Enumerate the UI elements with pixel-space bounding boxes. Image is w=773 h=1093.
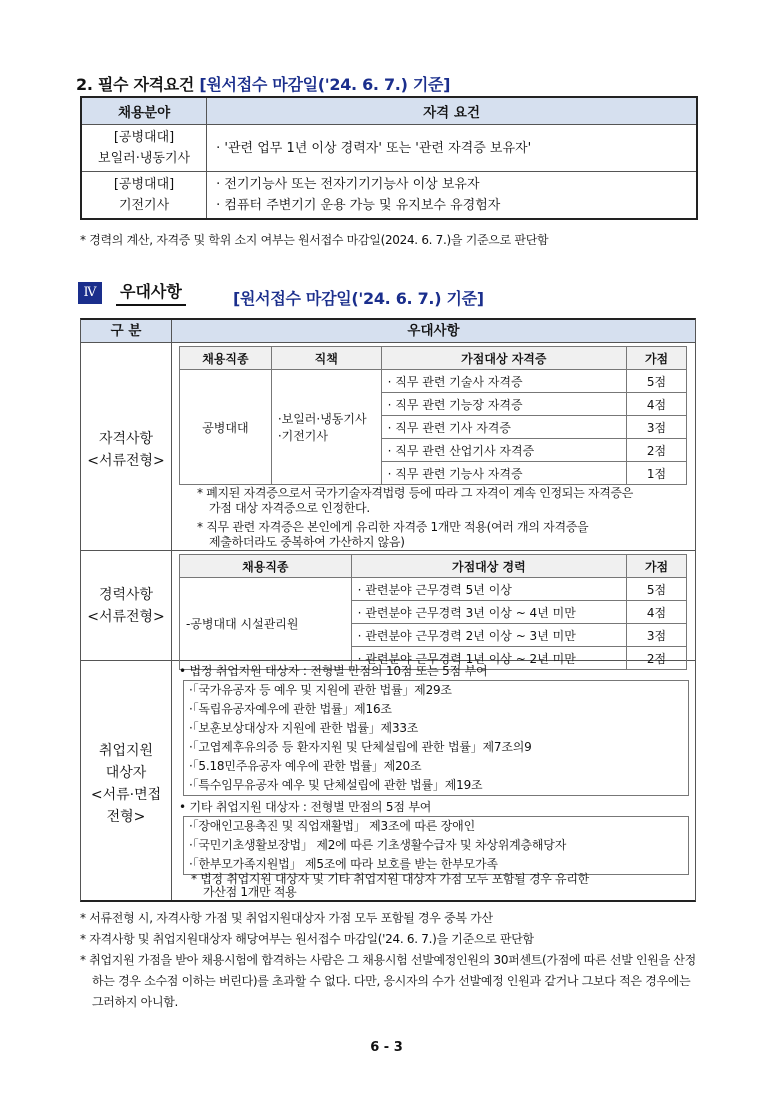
header-job: 채용직종 [180,347,272,370]
label-line: <서류전형> [87,609,165,625]
table-row [180,578,687,601]
header-job: 채용직종 [180,555,352,578]
list-item: ·「국민기초생활보장법」 제2에 따른 기초생활수급자 및 차상위계층해당자 [189,838,567,852]
qualification-note [197,486,693,516]
list-item: ·「특수임무유공자 예우 및 단체설립에 관한 법률」제19조 [189,778,483,792]
note-line: * 법정 취업지원 대상자 및 기타 취업지원 대상자 가점 모두 포함될 경우 유리한 [191,872,589,886]
list-item: ·「장애인고용촉진 및 직업재활법」 제3조에 따른 장애인 [189,819,475,833]
other-support-bullet: • 기타 취업지원 대상자 : 전형별 만점의 5점 부여 [179,800,432,814]
field-unit: [공병대대] [113,177,175,192]
list-item: ·「5.18민주유공자 예우에 관한 법률」제20조 [189,759,422,773]
section2-title: 2. 필수 자격요건 [76,75,195,94]
section2-heading [76,72,450,95]
cert-cell: · 직무 관련 산업기사 자격증 [381,439,626,462]
note-line: 가산점 1개만 적용 [203,885,297,899]
points-cell: 3점 [627,416,687,439]
list-item: ·「고엽제후유의증 등 환자지원 및 단체설립에 관한 법률」제7조의9 [189,740,532,754]
section4-deadline: [원서접수 마감일('24. 6. 7.) 기준] [233,289,484,308]
list-item: ·「보훈보상대상자 지원에 관한 법률」제33조 [189,721,419,735]
note-line: * 직무 관련 자격증은 본인에게 유리한 자격증 1개만 적용(여러 개의 자격증을 [197,520,589,534]
label-line: 경력사항 [98,587,154,603]
qualification-note [197,520,693,550]
points-cell: 2점 [627,439,687,462]
footnotes [80,908,700,1013]
position-line: ·기전기사 [277,429,328,443]
qualification-label [81,428,171,472]
table-row [81,125,697,172]
cert-cell: · 직무 관련 기능사 자격증 [381,462,626,485]
label-line: 전형> [106,809,146,825]
statutory-law-list [183,680,689,796]
header-points: 가점 [627,347,687,370]
qualification-table [179,346,687,485]
note-line: * 폐지된 자격증으로서 국가기술자격법령 등에 따라 그 자격이 계속 인정되는 자격증은 [197,486,634,500]
header-points: 가점 [627,555,687,578]
page-number: 6 - 3 [370,1040,403,1055]
section2-note: * 경력의 계산, 자격증 및 학위 소지 여부는 원서접수 마감일(2024. 6. 7.)을 기준으로 판단함 [80,233,549,247]
footnote: * 서류전형 시, 자격사항 가점 및 취업지원대상자 가점 모두 포함될 경우 중복 가산 [80,911,493,925]
header-career: 가점대상 경력 [351,555,626,578]
header-position: 직책 [271,347,381,370]
label-line: 취업지원 [98,743,154,759]
header-preference: 우대사항 [407,323,460,339]
table-row [180,370,687,393]
career-cell: · 관련분야 근무경력 1년 이상 ~ 2년 미만 [351,647,626,670]
position-line: ·보일러·냉동기사 [277,412,367,426]
section4-numeral: Ⅳ [78,282,102,304]
requirement-line: · 컴퓨터 주변기기 운용 가능 및 유지보수 유경험자 [216,198,501,213]
header-field: 채용분야 [81,97,207,125]
section2-deadline: [원서접수 마감일('24. 6. 7.) 기준] [199,75,451,94]
job-cell: 공병대대 [180,370,272,485]
statutory-support-bullet: • 법정 취업지원 대상자 : 전형별 만점의 10점 또는 5점 부여 [179,664,488,678]
other-law-list [183,816,689,875]
list-item: ·「독립유공자예우에 관한 법률」제16조 [189,702,392,716]
career-table [179,554,687,670]
footnote: * 자격사항 및 취업지원대상자 해당여부는 원서접수 마감일('24. 6. 7.)을 기준으로 판단함 [80,932,534,946]
career-cell: · 관련분야 근무경력 5년 이상 [351,578,626,601]
note-line: 제출하더라도 중복하여 가산하지 않음) [209,535,405,549]
preference-table-header [81,320,695,343]
requirement-line: · 전기기능사 또는 전자기기기능사 이상 보유자 [216,177,480,192]
label-line: <서류·면접 [90,787,162,803]
career-cell: · 관련분야 근무경력 3년 이상 ~ 4년 미만 [351,601,626,624]
note-line: 가점 대상 자격증으로 인정한다. [209,501,370,515]
points-cell: 2점 [627,647,687,670]
requirements-table [80,96,698,220]
field-cell [81,125,207,172]
field-name: 보일러·냉동기사 [98,151,191,166]
table-row [81,172,697,220]
label-line: 대상자 [105,765,147,781]
points-cell: 4점 [627,393,687,416]
requirement-cell [207,172,697,220]
points-cell: 5점 [627,578,687,601]
footnote: * 취업지원 가점을 받아 채용시험에 합격하는 사람은 그 채용시험 선발예정인원의 30퍼센트(가점에 따른 선발 인원을 산정하는 경우 소수점 이하는 버린다)를 초과할 수 없다. 다만, 응시자의 수가 선발예정 인원과 같거나 그보다 적은 경우에는 그러하지 아니함. [80,953,696,1009]
column-divider [171,342,172,900]
requirement-cell: · '관련 업무 1년 이상 경력자' 또는 '관련 자격증 보유자' [207,125,697,172]
section4-title: 우대사항 [116,279,186,306]
employment-support-label [81,740,171,828]
points-cell: 3점 [627,624,687,647]
career-label [81,584,171,628]
cert-cell: · 직무 관련 기술사 자격증 [381,370,626,393]
job-cell: -공병대대 시설관리원 [180,578,352,670]
field-unit: [공병대대] [113,130,175,145]
label-line: <서류전형> [87,453,165,469]
list-item: ·「국가유공자 등 예우 및 지원에 관한 법률」제29조 [189,683,452,697]
cert-cell: · 직무 관련 기사 자격증 [381,416,626,439]
position-cell [271,370,381,485]
header-category: 구 분 [81,320,172,342]
points-cell: 1점 [627,462,687,485]
header-requirement: 자격 요건 [207,97,697,125]
header-cert: 가점대상 자격증 [381,347,626,370]
employment-support-note [191,873,691,899]
label-line: 자격사항 [98,431,154,447]
points-cell: 4점 [627,601,687,624]
list-item: ·「한부모가족지원법」 제5조에 따라 보호를 받는 한부모가족 [189,857,498,871]
preference-table [80,318,696,902]
field-cell [81,172,207,220]
points-cell: 5점 [627,370,687,393]
field-name: 기전기사 [118,198,170,213]
cert-cell: · 직무 관련 기능장 자격증 [381,393,626,416]
row-divider [81,550,695,551]
career-cell: · 관련분야 근무경력 2년 이상 ~ 3년 미만 [351,624,626,647]
